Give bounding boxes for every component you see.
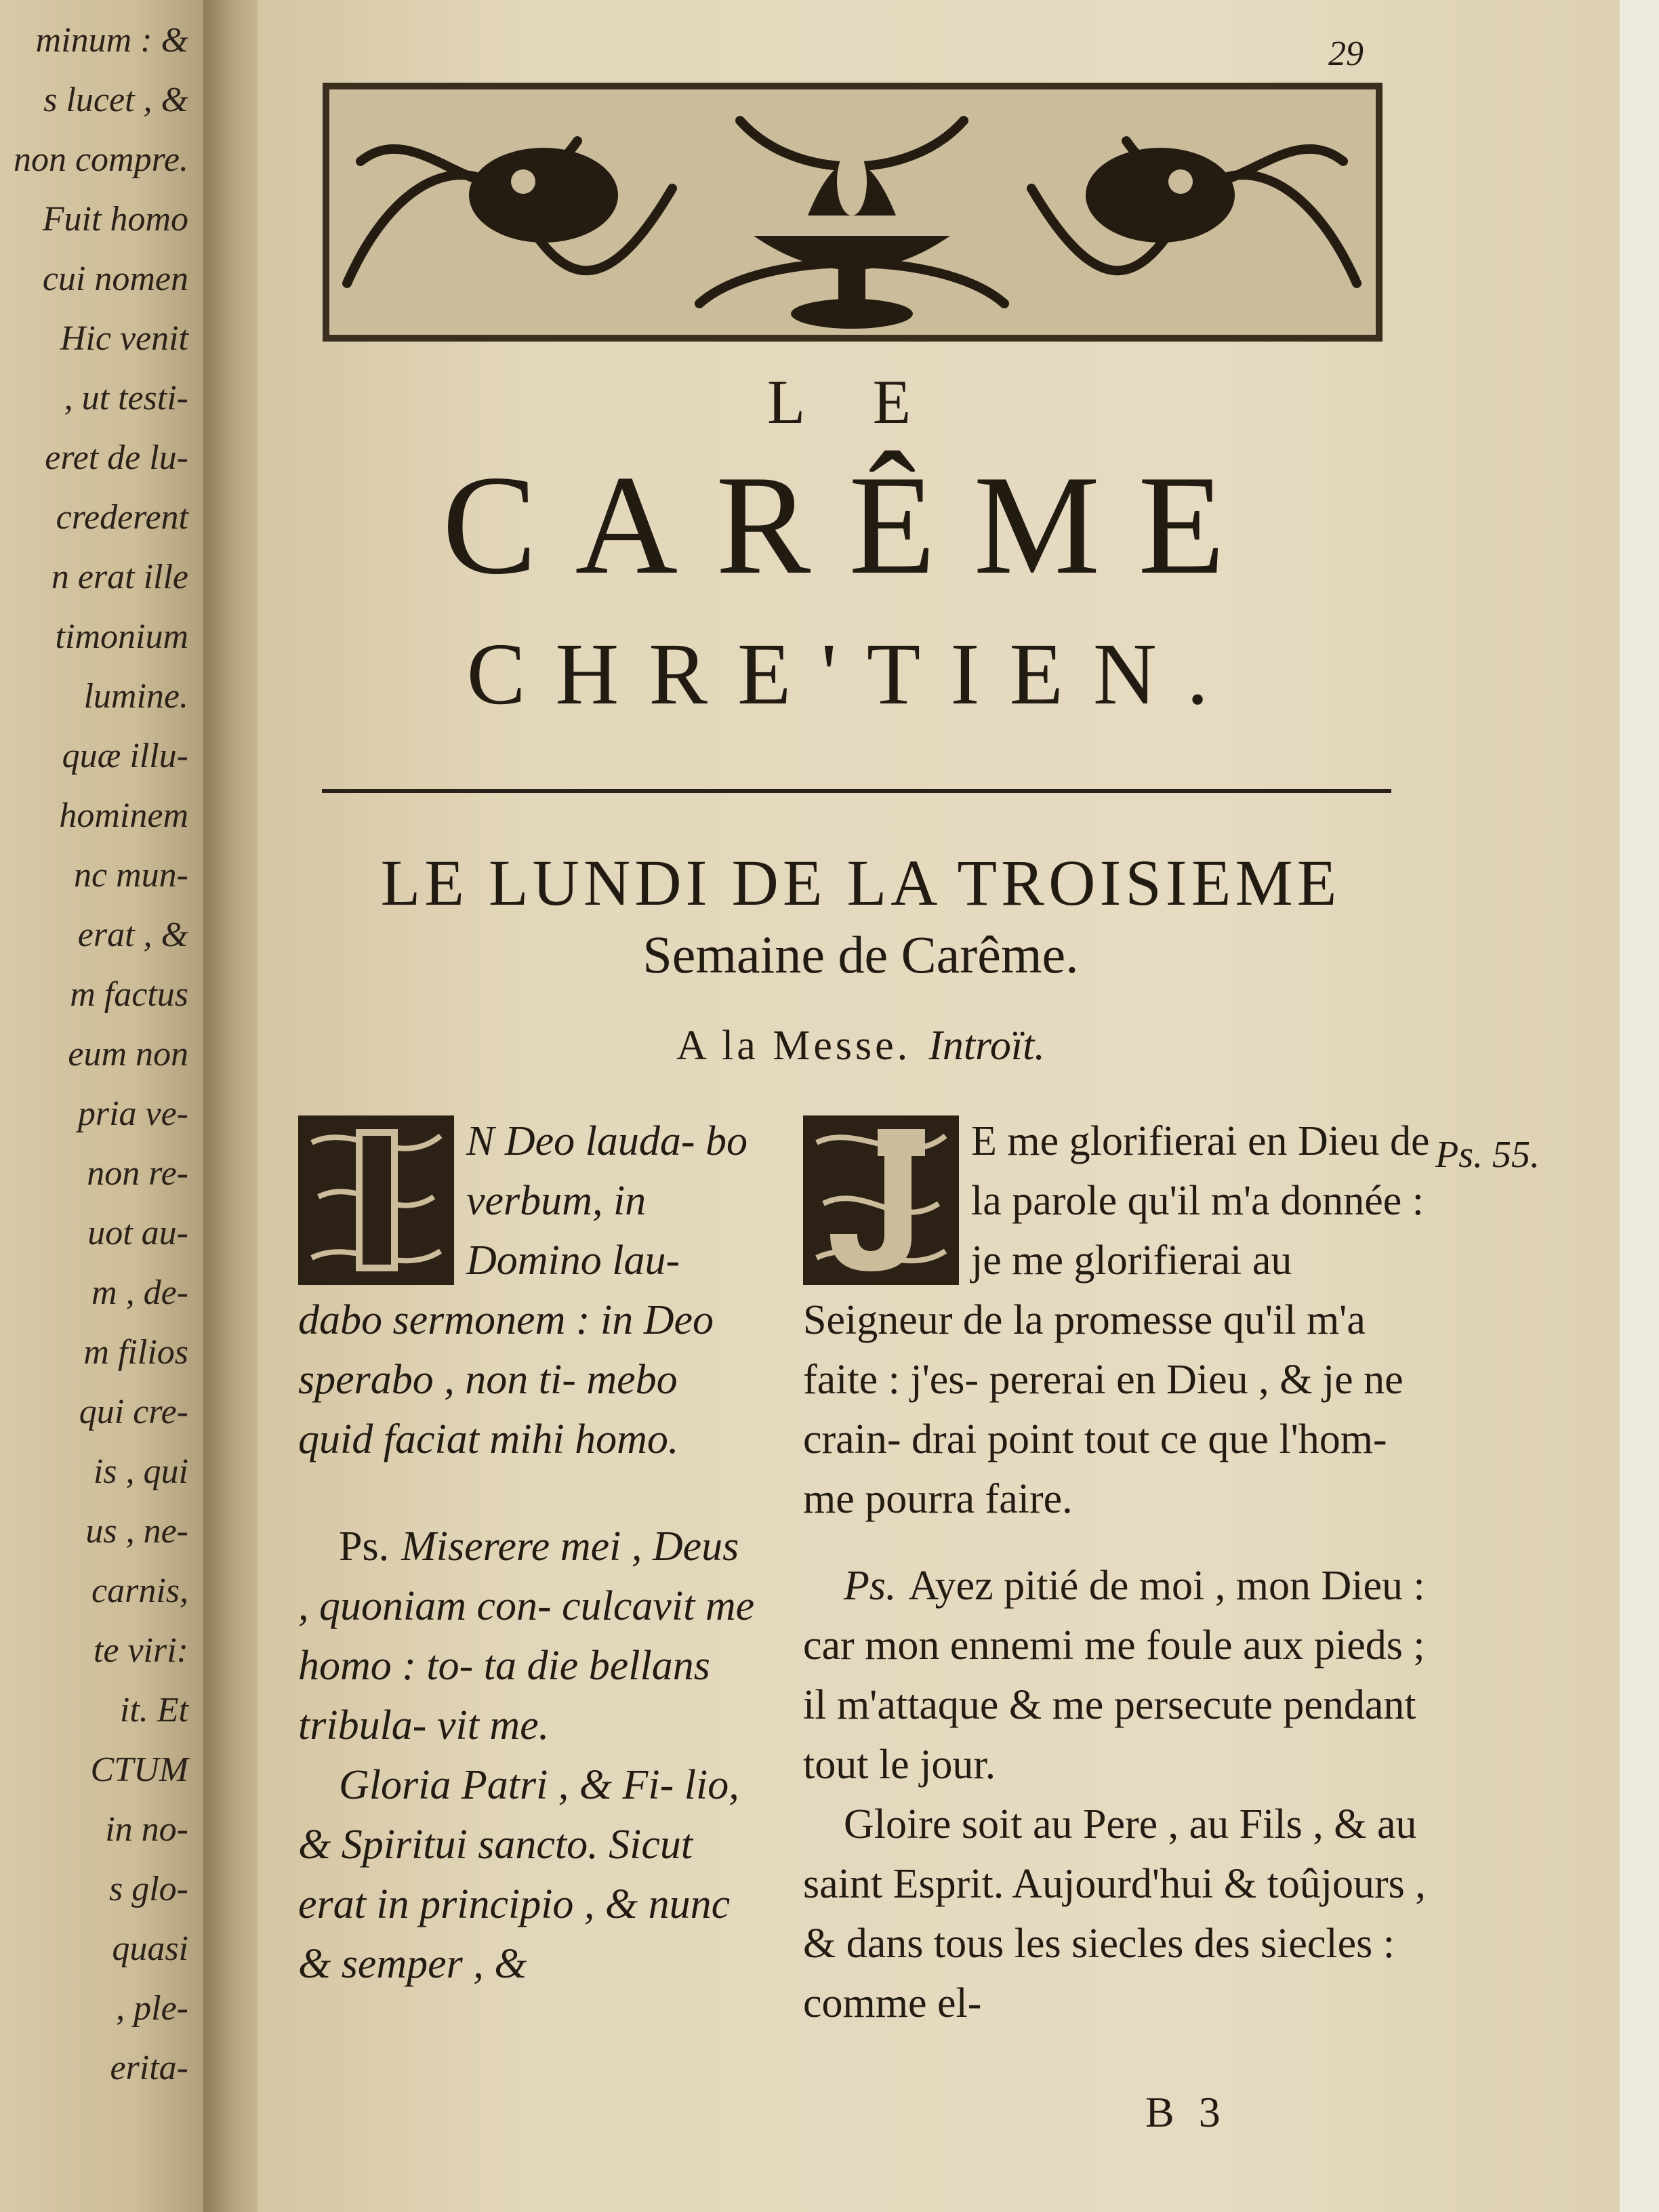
dropcap-i-ornament xyxy=(298,1115,454,1285)
left-page-line: carnis, xyxy=(91,1572,188,1610)
latin-introit: N Deo lauda- bo verbum, in Domino lau- dabo sermonem : in Deo sperabo , non ti- mebo quid faciat mihi homo. xyxy=(298,1118,748,1462)
left-page-line: Fuit homo xyxy=(42,200,188,239)
left-page-line: in no- xyxy=(105,1810,188,1849)
left-page-line: it. Et xyxy=(119,1691,188,1729)
mass-heading xyxy=(305,1022,1416,1070)
left-page-line: erat , & xyxy=(77,916,188,954)
left-page-line: eum non xyxy=(68,1035,188,1073)
latin-psalm: Miserere mei , Deus , quoniam con- culcavit me homo : to- ta die bellans tribula- vit me. xyxy=(298,1523,755,1748)
left-page-line: eret de lu- xyxy=(45,438,188,477)
left-page-line: qui cre- xyxy=(79,1393,188,1431)
left-page-line: , ple- xyxy=(116,1989,188,2028)
left-page-line: non compre. xyxy=(13,140,188,179)
left-page-line: us , ne- xyxy=(85,1512,188,1551)
mass-heading-label: A la Messe. xyxy=(676,1023,912,1069)
latin-psalm-label: Ps. xyxy=(339,1523,390,1570)
left-page-line: uot au- xyxy=(87,1214,188,1252)
background-edge xyxy=(1620,0,1659,2212)
section-heading-week: Semaine de Carême. xyxy=(642,925,1079,984)
french-column xyxy=(803,1111,1440,2033)
left-page-line: minum : & xyxy=(35,21,188,60)
left-page-line: s lucet , & xyxy=(43,81,188,119)
left-page-line: te viri: xyxy=(93,1631,188,1670)
title-rule xyxy=(322,789,1391,793)
latin-column xyxy=(298,1111,759,1994)
section-heading-day: LE LUNDI DE LA TROISIEME xyxy=(380,846,1341,919)
left-page-line: timonium xyxy=(55,617,188,656)
french-psalm-label: Ps. xyxy=(844,1563,897,1609)
french-psalm-para xyxy=(803,1556,1440,1795)
left-page-line: non re- xyxy=(87,1154,188,1193)
margin-note: Ps. 55. xyxy=(1435,1134,1540,1176)
left-page-line: , ut testi- xyxy=(64,379,188,417)
ornamental-headpiece xyxy=(320,80,1385,344)
title-chretien: CHRE'TIEN. xyxy=(466,626,1239,723)
french-gloria: Gloire soit au Pere , au Fils , & au saint Esprit. Aujourd'hui & toûjours , & dans tous les siecles des siecles : comme el- xyxy=(803,1801,1426,2026)
french-introit: E me glorifierai en Dieu de la parole qu'il m'a donnée : je me glorifierai au Seigneur de la promesse qu'il m'a faite : j'es- pererai en Dieu , & je ne crain- drai point tout ce que l'hom- me pourra faire. xyxy=(803,1118,1430,1522)
left-page-line: quasi xyxy=(112,1929,188,1968)
left-page-line: cui nomen xyxy=(42,260,188,298)
left-page-line: m factus xyxy=(70,975,188,1014)
dropcap-j-ornament xyxy=(803,1115,959,1285)
left-page-line: lumine. xyxy=(83,677,188,716)
left-page-line: n erat ille xyxy=(51,558,188,596)
page-number: 29 xyxy=(1328,35,1364,73)
left-page-line: hominem xyxy=(59,796,188,835)
left-page-line: crederent xyxy=(56,498,188,537)
introit-label: Introït. xyxy=(928,1023,1045,1069)
title-careme: CARÊME xyxy=(442,447,1263,604)
signature-mark: B 3 xyxy=(1145,2088,1227,2136)
left-page-line: m , de- xyxy=(91,1273,188,1312)
left-page-line: CTUM xyxy=(90,1750,188,1789)
left-facing-page xyxy=(0,0,224,2212)
left-page-line: Hic venit xyxy=(60,319,188,358)
latin-psalm-para xyxy=(298,1517,759,1755)
french-psalm: Ayez pitié de moi , mon Dieu : car mon ennemi me foule aux pieds ; il m'attaque & me persecute pendant tout le jour. xyxy=(803,1563,1425,1788)
latin-gloria: Gloria Patri , & Fi- lio, & Spiritui sancto. Sicut erat in principio , & nunc & semper , & xyxy=(298,1762,739,1987)
left-page-line: m filios xyxy=(83,1333,188,1372)
left-page-line: is , qui xyxy=(93,1452,188,1491)
left-page-line: s glo- xyxy=(109,1870,188,1908)
left-page-line: quæ illu- xyxy=(62,737,188,775)
left-page-line: erita- xyxy=(110,2049,188,2087)
left-page-line: pria ve- xyxy=(77,1094,188,1133)
title-article: L E xyxy=(767,367,938,436)
left-page-line: nc mun- xyxy=(74,856,188,895)
